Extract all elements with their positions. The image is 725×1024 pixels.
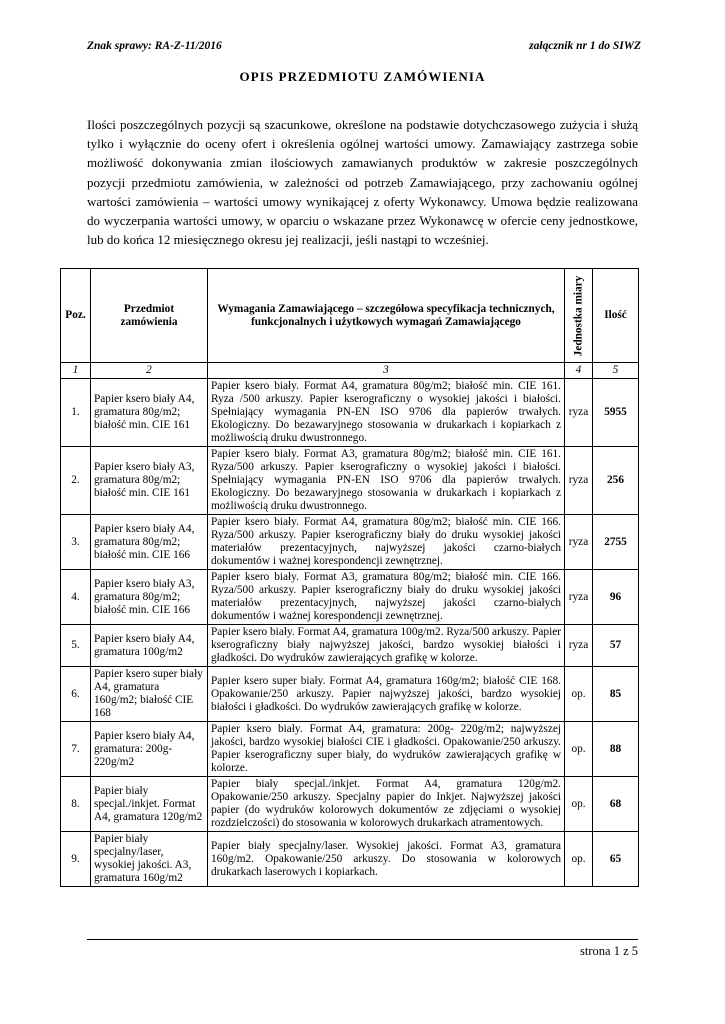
row-position: 2. (61, 447, 91, 515)
row-unit: op. (565, 667, 593, 722)
row-product-name: Papier biały specjalny/laser, wysokiej jakości. A3, gramatura 160g/m2 (91, 832, 208, 887)
page-title: OPIS PRZEDMIOTU ZAMÓWIENIA (239, 69, 486, 84)
row-requirements: Papier ksero super biały. Format A4, gramatura 160g/m2; białość CIE 168. Opakowanie/250 arkuszy. Papier najwyższej jakości, bardzo wysokiej białości i gładkości. Do wydruków zawierających grafikę w kolorze. (208, 667, 565, 722)
row-quantity: 5955 (593, 379, 639, 447)
footer-divider (87, 939, 638, 940)
row-product-name: Papier ksero biały A4, gramatura 80g/m2; białość min. CIE 166 (91, 515, 208, 570)
row-unit: ryza (565, 515, 593, 570)
column-number: 1 (61, 363, 91, 379)
page-number: strona 1 z 5 (580, 944, 638, 958)
header-unit (565, 269, 593, 363)
row-position: 7. (61, 722, 91, 777)
row-position: 6. (61, 667, 91, 722)
row-requirements: Papier biały specjal./inkjet. Format A4, gramatura 120g/m2. Opakowanie/250 arkuszy. Specjalny papier do Inkjet. Najwyższej jakości papier (do wydruków kolorowych dokumentów ze zdjęciami o wysokiej rozdzielczości) do stosowania w kolorowych drukarkach atramentowych. (208, 777, 565, 832)
row-requirements: Papier ksero biały. Format A4, gramatura 80g/m2; białość min. CIE 166. Ryza/500 arkuszy. Papier kserograficzny biały do druku wysokiej jakości materiałów prezentacyjnych, najwyższej jakości czarno-białych dokumentów i ważnej korespondencji zewnętrznej. (208, 515, 565, 570)
row-quantity: 96 (593, 570, 639, 625)
row-position: 9. (61, 832, 91, 887)
row-requirements: Papier ksero biały. Format A4, gramatura 100g/m2. Ryza/500 arkuszy. Papier kserograficzny biały najwyższej jakości, bardzo wysokiej białości i gładkości. Do wydruków zawierających grafikę w kolorze. (208, 625, 565, 667)
row-position: 8. (61, 777, 91, 832)
row-product-name: Papier biały specjal./inkjet. Format A4, gramatura 120g/m2 (91, 777, 208, 832)
attachment-label: załącznik nr 1 do SIWZ (529, 40, 641, 52)
row-product-name: Papier ksero biały A4, gramatura: 200g-220g/m2 (91, 722, 208, 777)
row-product-name: Papier ksero biały A4, gramatura 80g/m2; białość min. CIE 161 (91, 379, 208, 447)
row-position: 4. (61, 570, 91, 625)
row-quantity: 65 (593, 832, 639, 887)
row-quantity: 68 (593, 777, 639, 832)
row-product-name: Papier ksero biały A3, gramatura 80g/m2; białość min. CIE 166 (91, 570, 208, 625)
row-quantity: 85 (593, 667, 639, 722)
row-requirements: Papier ksero biały. Format A4, gramatura: 200g- 220g/m2; najwyższej jakości, bardzo wysokiej białości CIE i gładkości. Opakowanie/250 arkuszy. Papier kserograficzny super biały, do wydruków zawierających grafikę w kolorze. (208, 722, 565, 777)
table-row (61, 515, 639, 570)
table-header-row (61, 269, 639, 363)
row-product-name: Papier ksero biały A3, gramatura 80g/m2; białość min. CIE 161 (91, 447, 208, 515)
row-quantity: 57 (593, 625, 639, 667)
row-position: 5. (61, 625, 91, 667)
table-row (61, 667, 639, 722)
header-qty: Ilość (593, 269, 639, 363)
row-unit: ryza (565, 447, 593, 515)
column-number: 5 (593, 363, 639, 379)
header-poz: Poz. (61, 269, 91, 363)
row-quantity: 88 (593, 722, 639, 777)
specification-table (60, 268, 639, 887)
header-requirements: Wymagania Zamawiającego – szczegółowa specyfikacja technicznych, funkcjonalnych i użytkowych wymagań Zamawiającego (208, 269, 565, 363)
case-number: Znak sprawy: RA-Z-11/2016 (87, 40, 222, 52)
row-unit: op. (565, 722, 593, 777)
row-unit: ryza (565, 625, 593, 667)
column-number-row (61, 363, 639, 379)
row-requirements: Papier ksero biały. Format A4, gramatura 80g/m2; białość min. CIE 161. Ryza /500 arkuszy. Papier kserograficzny o wysokiej jakości i białości. Spełniający wymagania PN-EN ISO 9706 dla papierów trwałych. Ekologiczny. Do bezawaryjnego stosowania w drukarkach i kopiarkach z możliwością druku dwustronnego. (208, 379, 565, 447)
row-product-name: Papier ksero biały A4, gramatura 100g/m2 (91, 625, 208, 667)
header-subject: Przedmiot zamówienia (91, 269, 208, 363)
table-row (61, 625, 639, 667)
row-unit: op. (565, 777, 593, 832)
column-number: 3 (208, 363, 565, 379)
table-row (61, 722, 639, 777)
table-row (61, 777, 639, 832)
row-unit: ryza (565, 570, 593, 625)
table-row (61, 570, 639, 625)
row-unit: op. (565, 832, 593, 887)
column-number: 2 (91, 363, 208, 379)
table-row (61, 832, 639, 887)
row-position: 3. (61, 515, 91, 570)
row-requirements: Papier ksero biały. Format A3, gramatura 80g/m2; białość min. CIE 161. Ryza/500 arkuszy. Papier kserograficzny o wysokiej jakości i białości. Spełniający wymagania PN-EN ISO 9706 dla papierów trwałych. Ekologiczny. Do bezawaryjnego stosowania w drukarkach i kopiarkach z możliwością druku dwustronnego. (208, 447, 565, 515)
row-requirements: Papier ksero biały. Format A3, gramatura 80g/m2; białość min. CIE 166. Ryza/500 arkuszy. Papier kserograficzny biały do druku wysokiej jakości materiałów prezentacyjnych, najwyższej jakości czarno-białych dokumentów i ważnej korespondencji zewnętrznej. (208, 570, 565, 625)
column-number: 4 (565, 363, 593, 379)
row-position: 1. (61, 379, 91, 447)
header-unit-label: Jednostka miary (572, 275, 584, 356)
row-quantity: 256 (593, 447, 639, 515)
row-unit: ryza (565, 379, 593, 447)
intro-paragraph: Ilości poszczególnych pozycji są szacunkowe, określone na podstawie dotychczasowego zużycia i służą tylko i wyłącznie do oceny ofert i określenia ogólnej wartości umowy. Zamawiający zastrzega sobie możliwość dokonywania zmian ilościowych zamawianych produktów w zakresie poszczególnych pozycji przedmiotu zamówienia, w zależności od potrzeb Zamawiającego, przy zachowaniu ogólnej wartości zamówienia – wartości umowy wynikającej z oferty Wykonawcy. Umowa będzie realizowana do wyczerpania wartości umowy, w oparciu o wskazane przez Wykonawcę w ofercie ceny jednostkowe, lub do końca 12 miesięcznego okresu jej realizacji, jeśli nastąpi to wcześniej. (87, 117, 638, 248)
row-requirements: Papier biały specjalny/laser. Wysokiej jakości. Format A3, gramatura 160g/m2. Opakowanie/250 arkuszy. Do stosowania w kolorowych drukarkach laserowych i kopiarkach. (208, 832, 565, 887)
row-product-name: Papier ksero super biały A4, gramatura 160g/m2; białość CIE 168 (91, 667, 208, 722)
row-quantity: 2755 (593, 515, 639, 570)
table-row (61, 447, 639, 515)
table-row (61, 379, 639, 447)
